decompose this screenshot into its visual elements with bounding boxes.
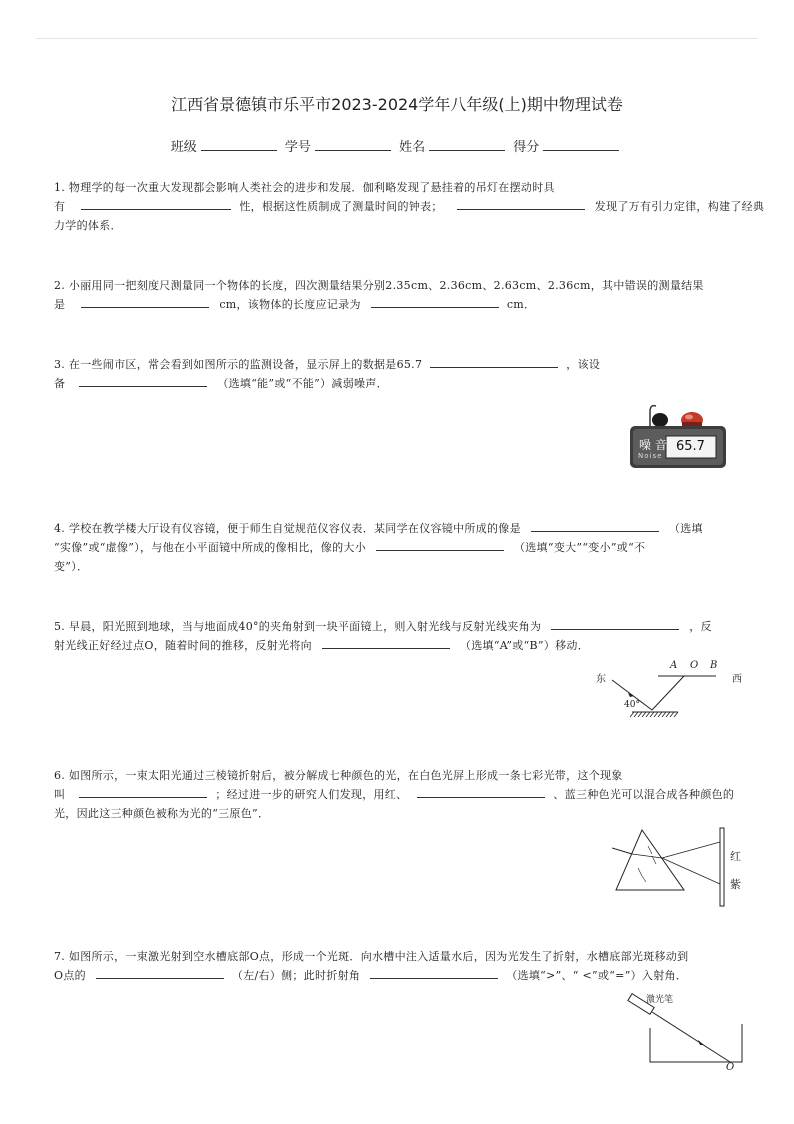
q1-text-b: 性，根据这性质制成了测量时间的钟表； — [239, 200, 443, 213]
q7-blank-2[interactable] — [370, 967, 498, 979]
q4-blank-2[interactable] — [376, 539, 504, 551]
q1-text-c: 发现了万有引力定律，构建了经典 — [594, 200, 765, 213]
q2-text-a: 是 — [54, 298, 66, 311]
prism-diagram-icon — [612, 824, 752, 908]
device-label-en: Noise — [638, 452, 663, 460]
q3-text-b: ，该设 — [566, 358, 601, 371]
fig5-point-a: A — [670, 660, 678, 671]
q6-line-3: 光，因此这三种颜色被称为光的“三原色”． — [54, 807, 270, 820]
q4-text-c: “实像”或“虚像”），与他在小平面镜中所成的像相比，像的大小 — [54, 541, 366, 554]
q1-text-a: 有 — [54, 200, 66, 213]
q4-blank-1[interactable] — [531, 520, 659, 532]
question-4 — [54, 519, 744, 576]
question-6 — [54, 766, 744, 823]
prism-dispersion-figure — [612, 824, 752, 908]
class-label: 班级 — [170, 140, 197, 155]
name-label: 姓名 — [399, 140, 426, 155]
q5-text-b: ，反 — [689, 620, 712, 633]
q6-text-c: 、蓝三种色光可以混合成各种颜色的 — [553, 788, 735, 801]
page-top-rule — [36, 38, 758, 39]
q3-text-a: 3. 在一些闹市区，常会看到如图所示的监测设备，显示屏上的数据是65.7 — [54, 358, 423, 371]
q6-text-b: ；经过进一步的研究人们发现，用红、 — [215, 788, 408, 801]
q4-text-d: （选填“变大”“变小”或“不 — [514, 541, 646, 554]
question-7 — [54, 947, 744, 985]
fig5-point-o: O — [690, 660, 699, 671]
noise-monitor-figure — [626, 400, 728, 470]
q5-text-a: 5. 早晨，阳光照到地球，当与地面成40°的夹角射到一块平面镜上，则入射光线与反射光线夹角为 — [54, 620, 542, 633]
class-blank[interactable] — [201, 138, 277, 151]
q4-line-1 — [54, 519, 744, 538]
q2-text-b: cm，该物体的长度应记录为 — [219, 298, 361, 311]
q1-blank-2[interactable] — [457, 198, 585, 210]
q5-blank-2[interactable] — [322, 637, 450, 649]
q6-blank-2[interactable] — [417, 786, 545, 798]
fig5-angle-label: 40° — [624, 700, 640, 710]
fig6-red-label: 红 — [730, 850, 741, 863]
q5-text-c: 射光线正好经过点O，随着时间的推移，反射光将向 — [54, 639, 312, 652]
q7-line-2 — [54, 966, 744, 985]
page-title: 江西省景德镇市乐平市2023-2024学年八年级(上)期中物理试卷 — [171, 95, 623, 114]
q1-blank-1[interactable] — [81, 198, 231, 210]
number-blank[interactable] — [315, 138, 391, 151]
q7-line-1: 7. 如图所示，一束激光射到空水槽底部O点，形成一个光斑．向水槽中注入适量水后，因为光发生了折射，水槽底部光斑移动到 — [54, 950, 689, 963]
q6-line-2 — [54, 785, 744, 804]
mirror-reflection-figure — [592, 658, 746, 724]
q7-text-a: O点的 — [54, 969, 86, 982]
score-blank[interactable] — [543, 138, 619, 151]
q5-line-2 — [54, 636, 744, 655]
q2-line-2 — [54, 295, 744, 314]
q3-text-c: 备 — [54, 377, 66, 390]
q2-line-1: 2. 小丽用同一把刻度尺测量同一个物体的长度，四次测量结果分别2.35cm、2.36cm、2.63cm、2.36cm，其中错误的测量结果 — [54, 279, 704, 292]
q5-blank-1[interactable] — [551, 618, 679, 630]
q4-line-2 — [54, 538, 744, 557]
q3-text-d: （选填“能”或“不能”）减弱噪声． — [217, 377, 388, 390]
q6-text-a: 叫 — [54, 788, 66, 801]
q5-text-d: （选填“A”或“B”）移动． — [459, 639, 590, 652]
q1-line-1: 1. 物理学的每一次重大发现都会影响人类社会的进步和发展．伽利略发现了悬挂着的吊灯在摆动时具 — [54, 181, 555, 194]
student-info-row — [0, 136, 794, 155]
device-readout: 65.7 — [676, 439, 705, 454]
fig6-purple-label: 紫 — [730, 878, 741, 891]
q6-line-1: 6. 如图所示，一束太阳光通过三棱镜折射后，被分解成七种颜色的光，在白色光屏上形成一条七彩光带，这个现象 — [54, 769, 623, 782]
q1-line-3: 力学的体系． — [54, 219, 122, 232]
q2-blank-2[interactable] — [371, 296, 499, 308]
laser-tank-figure — [620, 988, 750, 1074]
mirror-reflection-diagram-icon — [592, 658, 746, 724]
fig7-laser-label: 激光笔 — [646, 995, 674, 1005]
q3-line-1 — [54, 355, 744, 374]
question-3 — [54, 355, 744, 393]
device-label-cn: 噪 音 — [639, 438, 667, 452]
fig5-point-b: B — [710, 660, 718, 671]
q4-text-a: 4. 学校在教学楼大厅设有仪容镜，便于师生自觉规范仪容仪表．某同学在仪容镜中所成的像是 — [54, 522, 521, 535]
name-blank[interactable] — [429, 138, 505, 151]
q7-text-c: （选填“>”、“ <”或“=”）入射角． — [506, 969, 688, 982]
fig5-east-label: 东 — [596, 674, 606, 685]
q1-line-2 — [54, 197, 765, 216]
fig5-west-label: 西 — [732, 674, 742, 685]
score-label: 得分 — [513, 140, 540, 155]
q2-blank-1[interactable] — [81, 296, 209, 308]
number-label: 学号 — [284, 140, 311, 155]
question-5 — [54, 617, 744, 655]
q7-blank-1[interactable] — [96, 967, 224, 979]
question-1 — [54, 178, 765, 235]
q3-blank-1[interactable] — [430, 356, 558, 368]
q4-line-3: 变”）． — [54, 560, 89, 573]
q4-text-b: （选填 — [668, 522, 703, 535]
fig7-point-o: O — [726, 1062, 735, 1073]
q7-text-b: （左/右）侧；此时折射角 — [231, 969, 361, 982]
question-2 — [54, 276, 744, 314]
q2-text-c: cm． — [506, 298, 536, 311]
q3-blank-2[interactable] — [79, 375, 207, 387]
q3-line-2 — [54, 374, 744, 393]
q5-line-1 — [54, 617, 744, 636]
q6-blank-1[interactable] — [79, 786, 207, 798]
